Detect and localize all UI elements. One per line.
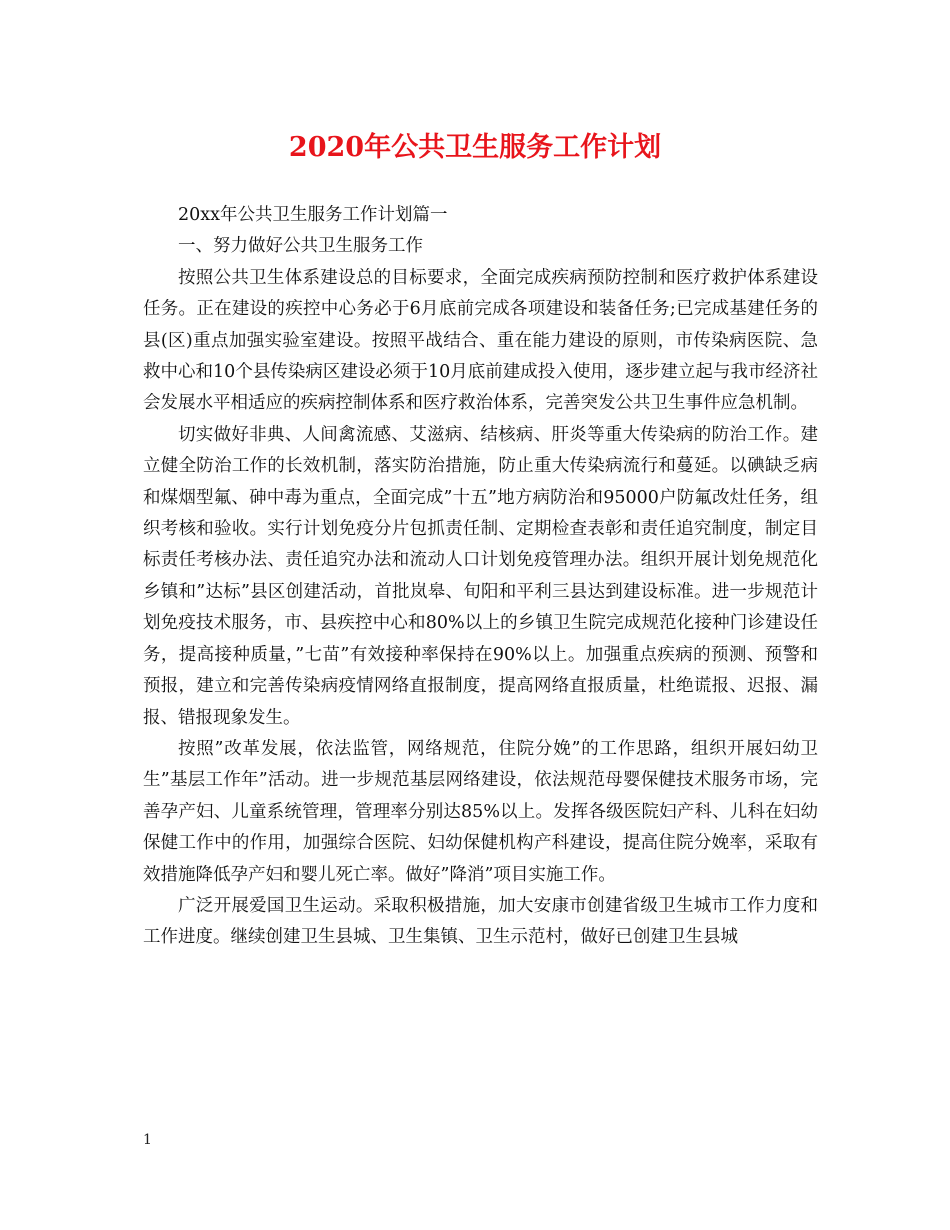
body-paragraph: 按照”改革发展，依法监管，网络规范，住院分娩”的工作思路，组织开展妇幼卫生”基层工作年”活动。进一步规范基层网络建设，依法规范母婴保健技术服务市场，完善孕产妇、儿童系统管理，管理率分别达85%以上。发挥各级医院妇产科、儿科在妇幼保健工作中的作用，加强综合医院、妇幼保健机构产科建设，提高住院分娩率，采取有效措施降低孕产妇和婴儿死亡率。做好”降消”项目实施工作。: [143, 738, 818, 885]
body-paragraph: 按照公共卫生体系建设总的目标要求，全面完成疾病预防控制和医疗救护体系建设任务。正在建设的疾控中心务必于6月底前完成各项建设和装备任务;已完成基建任务的县(区)重点加强实验室建设。按照平战结合、重在能力建设的原则，市传染病医院、急救中心和10个县传染病区建设必须于10月底前建成投入使用，逐步建立起与我市经济社会发展水平相适应的疾病控制体系和医疗救治体系，完善突发公共卫生事件应急机制。: [143, 267, 818, 414]
document-body: [143, 200, 818, 954]
body-paragraph: 广泛开展爱国卫生运动。采取积极措施，加大安康市创建省级卫生城市工作力度和工作进度。继续创建卫生县城、卫生集镇、卫生示范村，做好已创建卫生县城: [143, 895, 818, 948]
document-title: 2020年公共卫生服务工作计划: [288, 132, 662, 163]
subsection-heading: 一、努力做好公共卫生服务工作: [178, 236, 423, 257]
page-number: 1: [143, 1132, 152, 1148]
section-heading: 20xx年公共卫生服务工作计划篇一: [178, 205, 448, 225]
body-paragraph: 切实做好非典、人间禽流感、艾滋病、结核病、肝炎等重大传染病的防治工作。建立健全防治工作的长效机制，落实防治措施，防止重大传染病流行和蔓延。以碘缺乏病和煤烟型氟、砷中毒为重点，全面完成”十五”地方病防治和95000户防氟改灶任务，组织考核和验收。实行计划免疫分片包抓责任制、定期检查表彰和责任追究制度，制定目标责任考核办法、责任追究办法和流动人口计划免疫管理办法。组织开展计划免规范化乡镇和”达标”县区创建活动，首批岚皋、旬阳和平利三县达到建设标准。进一步规范计划免疫技术服务，市、县疾控中心和80%以上的乡镇卫生院完成规范化接种门诊建设任务，提高接种质量，”七苗”有效接种率保持在90%以上。加强重点疾病的预测、预警和预报，建立和完善传染病疫情网络直报制度，提高网络直报质量，杜绝谎报、迟报、漏报、错报现象发生。: [143, 424, 818, 728]
